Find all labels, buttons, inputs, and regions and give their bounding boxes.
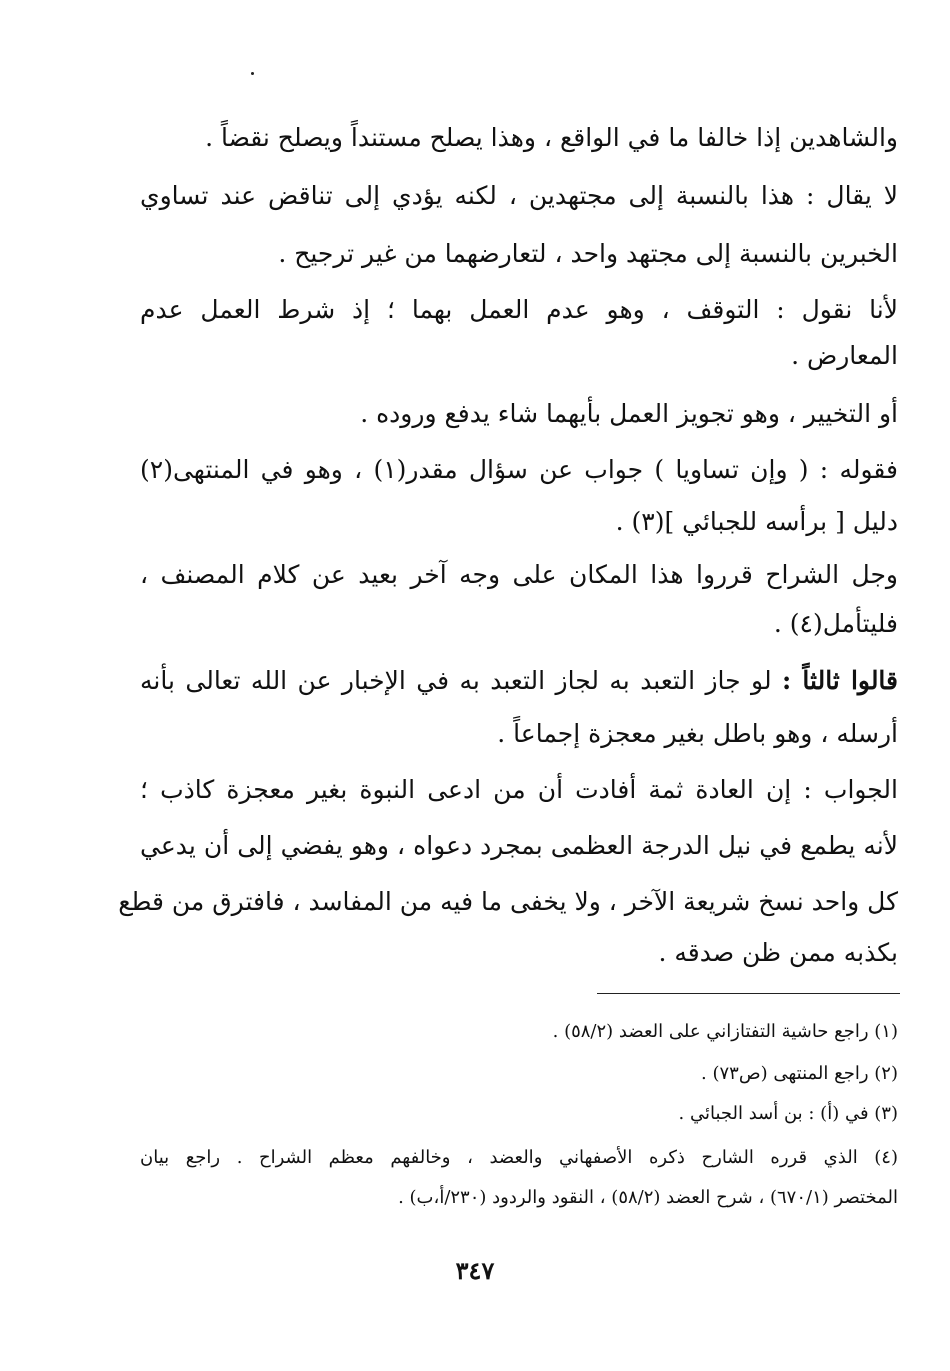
- text-line-8: دليل [ برأسه للجبائي ](٣) .: [615, 507, 898, 536]
- page-number: ٣٤٧: [455, 1256, 495, 1285]
- footnote-4-line-1: (٤) الذي قرره الشارح ذكره الأصفهاني والعضد ، وخالفهم معظم الشراح . راجع بيان: [140, 1147, 898, 1168]
- footnote-separator: [597, 993, 900, 994]
- text-line-1: والشاهدين إذا خالفا ما في الواقع ، وهذا يصلح مستنداً ويصلح نقضاً .: [205, 123, 898, 152]
- text-line-14: لأنه يطمع في نيل الدرجة العظمى بمجرد دعواه ، وهو يفضي إلى أن يدعي: [140, 831, 898, 860]
- text-line-12: أرسله ، وهو باطل بغير معجزة إجماعاً .: [497, 719, 898, 748]
- text-line-2: لا يقال : هذا بالنسبة إلى مجتهدين ، لكنه يؤدي إلى تناقض عند تساوي: [140, 181, 898, 210]
- text-line-3: الخبرين بالنسبة إلى مجتهد واحد ، لتعارضهما من غير ترجيح .: [278, 239, 898, 268]
- text-line-5: المعارض .: [791, 341, 898, 370]
- footnote-1: (١) راجع حاشية التفتازاني على العضد (٥٨/٢) .: [552, 1021, 898, 1042]
- footnote-2: (٢) راجع المنتهى (ص٧٣) .: [701, 1063, 898, 1084]
- text-line-11: [140, 661, 898, 701]
- text-line-7: فقوله : ( وإن تساويا ) جواب عن سؤال مقدر(١) ، وهو في المنتهى(٢): [140, 455, 898, 484]
- text-line-15: كل واحد نسخ شريعة الآخر ، ولا يخفى ما فيه من المفاسد ، فافترق من قطع: [118, 887, 898, 916]
- stray-mark: [251, 72, 254, 75]
- footnote-3: (٣) في (أ) : بن أسد الجبائي .: [678, 1103, 898, 1124]
- footnote-4-line-2: المختصر (٦٧٠/١) ، شرح العضد (٥٨/٢) ، النقود والردود (٢٣٠/أ،ب) .: [398, 1187, 898, 1208]
- text-line-13: الجواب : إن العادة ثمة أفادت أن من ادعى النبوة بغير معجزة كاذب ؛: [140, 775, 898, 804]
- text-line-16: بكذبه ممن ظن صدقه .: [658, 938, 898, 967]
- section-lead: قالوا ثالثاً :: [782, 666, 898, 695]
- text-line-6: أو التخيير ، وهو تجويز العمل بأيهما شاء يدفع وروده .: [360, 399, 898, 428]
- text-line-10: فليتأمل(٤) .: [773, 609, 898, 638]
- section-lead-rest: لو جاز التعبد به لجاز التعبد به في الإخبار عن الله تعالى بأنه: [140, 666, 782, 695]
- text-line-4: لأنا نقول : التوقف ، وهو عدم العمل بهما ؛ إذ شرط العمل عدم: [140, 295, 898, 324]
- text-line-9: وجل الشراح قرروا هذا المكان على وجه آخر بعيد عن كلام المصنف ،: [140, 560, 898, 589]
